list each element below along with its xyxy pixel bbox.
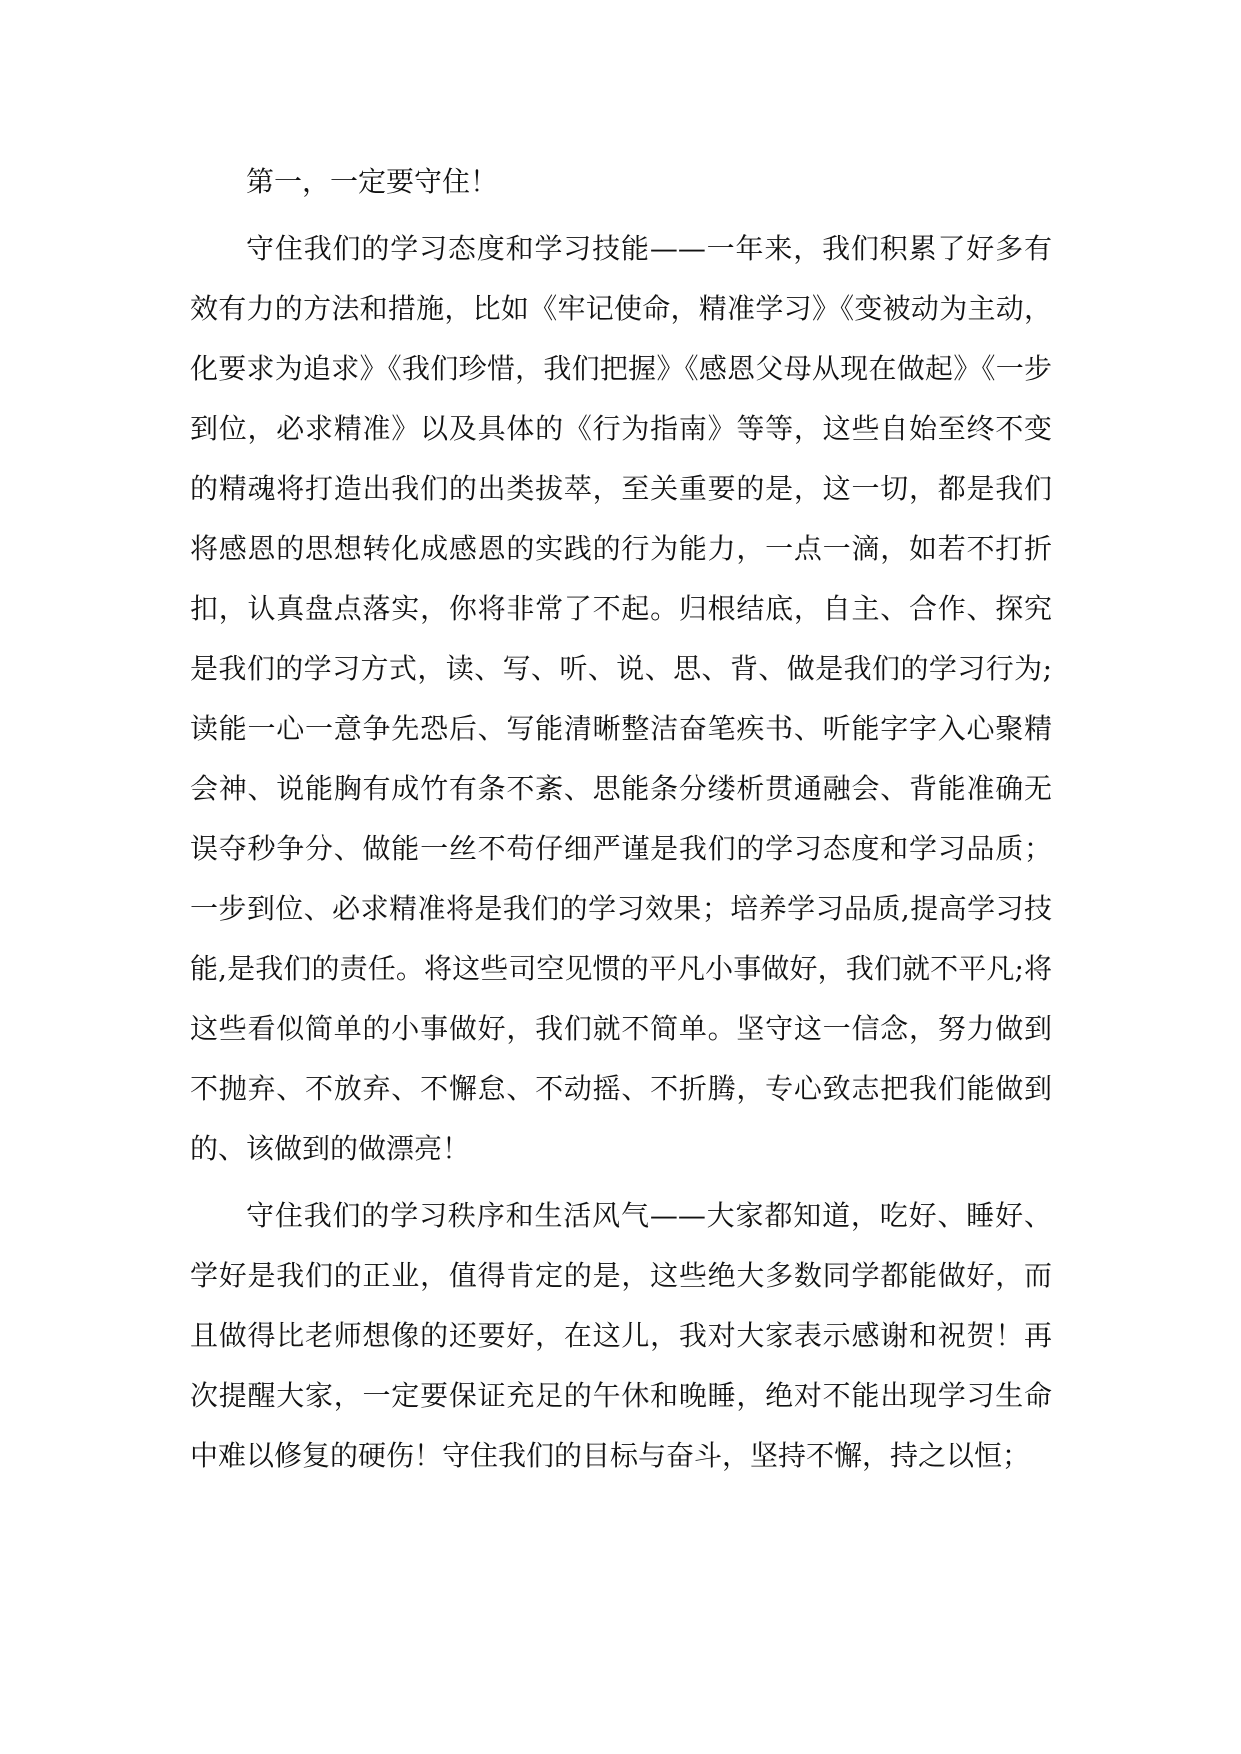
- paragraph-learning-attitude: 守住我们的学习态度和学习技能——一年来，我们积累了好多有效有力的方法和措施，比如《牢记使命，精准学习》《变被动为主动，化要求为追求》《我们珍惜，我们把握》《感恩父母从现在做起》《一步到位，必求精准》以及具体的《行为指南》等等，这些自始至终不变的精魂将打造出我们的出类拔萃，至关重要的是，这一切，都是我们将感恩的思想转化成感恩的实践的行为能力，一点一滴，如若不打折扣，认真盘点落实，你将非常了不起。归根结底，自主、合作、探究是我们的学习方式，读、写、听、说、思、背、做是我们的学习行为;读能一心一意争先恐后、写能清晰整洁奋笔疾书、听能字字入心聚精会神、说能胸有成竹有条不紊、思能条分缕析贯通融会、背能准确无误夺秒争分、做能一丝不苟仔细严谨是我们的学习态度和学习品质；一步到位、必求精准将是我们的学习效果；培养学习品质,提高学习技能,是我们的责任。将这些司空见惯的平凡小事做好，我们就不平凡;将这些看似简单的小事做好，我们就不简单。坚守这一信念，努力做到不抛弃、不放弃、不懈怠、不动摇、不折腾，专心致志把我们能做到的、该做到的做漂亮！: [190, 232, 1052, 1165]
- document-body: [190, 152, 1052, 1493]
- paragraph-learning-order: 守住我们的学习秩序和生活风气——大家都知道，吃好、睡好、学好是我们的正业，值得肯定的是，这些绝大多数同学都能做好，而且做得比老师想像的还要好，在这儿，我对大家表示感谢和祝贺！再次提醒大家，一定要保证充足的午休和晚睡，绝对不能出现学习生命中难以修复的硬伤！守住我们的目标与奋斗，坚持不懈，持之以恒；: [190, 1199, 1052, 1472]
- section-heading: 第一，一定要守住！: [246, 165, 499, 198]
